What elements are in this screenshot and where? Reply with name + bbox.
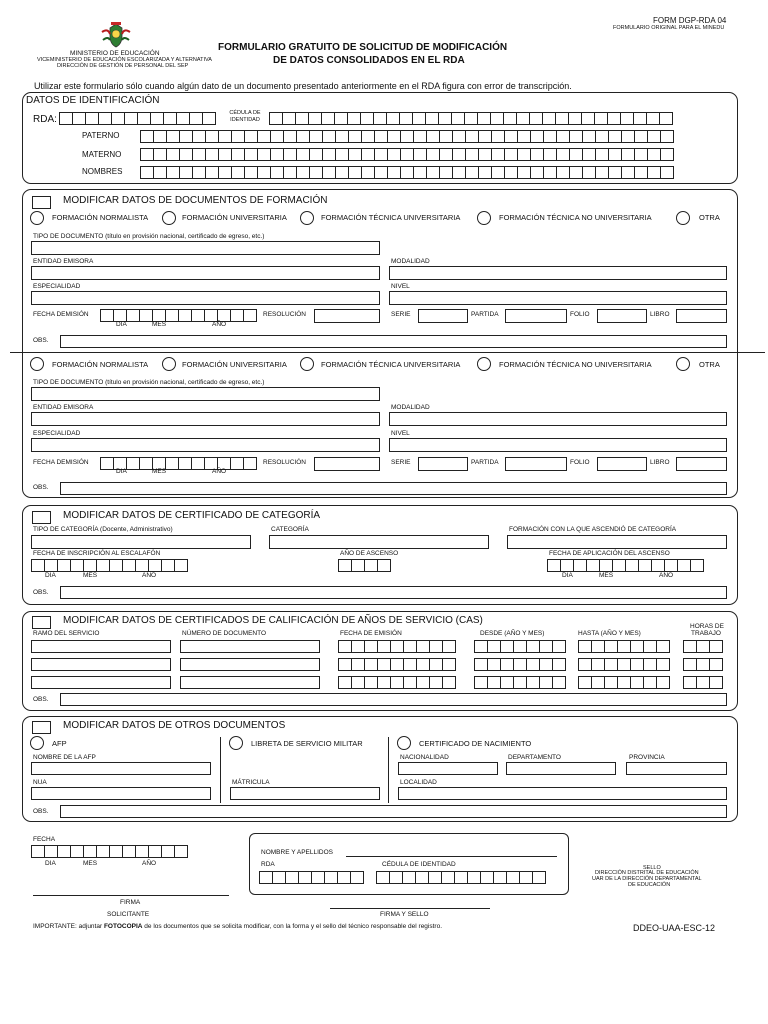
- radio-tecnica-univ-b[interactable]: [300, 357, 314, 371]
- folio-label-a: FOLIO: [570, 311, 590, 318]
- otros-title: MODIFICAR DATOS DE OTROS DOCUMENTOS: [63, 720, 286, 731]
- footer-cedula-input[interactable]: [376, 871, 546, 884]
- serie-input-b[interactable]: [418, 457, 468, 471]
- footer-cedula-label: CÉDULA DE IDENTIDAD: [382, 861, 456, 868]
- certificado-label: CERTIFICADO DE NACIMIENTO: [419, 739, 532, 748]
- fecha-label: FECHA: [33, 836, 56, 843]
- horas-input-1[interactable]: [683, 640, 723, 653]
- firma-line: [33, 895, 229, 896]
- radio-libreta-militar[interactable]: [229, 736, 243, 750]
- categoria-dia-1: DIA: [45, 572, 56, 579]
- opt-tecnica-univ-b: FORMACIÓN TÉCNICA UNIVERSITARIA: [321, 360, 461, 369]
- radio-normalista-a[interactable]: [30, 211, 44, 225]
- especialidad-input-b[interactable]: [31, 438, 380, 452]
- departamento-input[interactable]: [506, 762, 616, 775]
- radio-normalista-b[interactable]: [30, 357, 44, 371]
- nombre-apellidos-label: NOMBRE Y APELLIDOS: [261, 849, 334, 856]
- fecha-emision-cas-input-3[interactable]: [338, 676, 456, 689]
- categoria-mes-2: MES: [599, 572, 614, 579]
- direction-name: DIRECCIÓN DE GESTIÓN DE PERSONAL DEL SEP: [57, 63, 189, 69]
- otros-divider-1: [220, 737, 221, 803]
- entidad-input-b[interactable]: [31, 412, 380, 426]
- nombres-label: NOMBRES: [82, 167, 123, 176]
- cas-title: MODIFICAR DATOS DE CERTIFICADOS DE CALIFICACIÓN DE AÑOS DE SERVICIO (CAS): [63, 615, 483, 626]
- firma-label: FIRMA: [120, 899, 141, 906]
- categoria-dia-2: DIA: [562, 572, 573, 579]
- dia-label-a: DIA: [116, 321, 127, 328]
- categoria-title: MODIFICAR DATOS DE CERTIFICADO DE CATEGORÍA: [63, 510, 321, 521]
- form-code: FORM DGP-RDA 04: [653, 16, 727, 25]
- otros-checkbox[interactable]: [32, 721, 51, 734]
- footer-rda-input[interactable]: [259, 871, 364, 884]
- cedula-input[interactable]: [269, 112, 673, 125]
- firma-sello-label: FIRMA Y SELLO: [380, 911, 429, 918]
- modalidad-input-a[interactable]: [389, 266, 727, 280]
- formacion-ascenso-label: FORMACIÓN CON LA QUE ASCENDIÓ DE CATEGORÍA: [509, 526, 677, 533]
- formacion-checkbox[interactable]: [32, 196, 51, 209]
- matricula-label: MÁTRICULA: [232, 779, 270, 786]
- nivel-label-b: NIVEL: [391, 430, 410, 437]
- especialidad-label-b: ESPECIALIDAD: [33, 430, 81, 437]
- modalidad-input-b[interactable]: [389, 412, 727, 426]
- radio-tecnica-no-univ-a[interactable]: [477, 211, 491, 225]
- especialidad-label-a: ESPECIALIDAD: [33, 283, 81, 290]
- hasta-input-2[interactable]: [578, 658, 670, 671]
- resolucion-label-a: RESOLUCIÓN: [263, 311, 306, 318]
- opt-tecnica-no-univ-a: FORMACIÓN TÉCNICA NO UNIVERSITARIA: [499, 213, 652, 222]
- categoria-checkbox[interactable]: [32, 511, 51, 524]
- entidad-label-a: ENTIDAD EMISORA: [33, 258, 94, 265]
- resolucion-label-b: RESOLUCIÓN: [263, 459, 306, 466]
- serie-label-b: SERIE: [391, 459, 411, 466]
- radio-universitaria-b[interactable]: [162, 357, 176, 371]
- viceministry-name: VICEMINISTERIO DE EDUCACIÓN ESCOLARIZADA Y ALTERNATIVA: [37, 57, 212, 63]
- hasta-input-1[interactable]: [578, 640, 670, 653]
- obs-label-a: OBS.: [33, 337, 49, 344]
- serie-label-a: SERIE: [391, 311, 411, 318]
- obs-label-b: OBS.: [33, 484, 49, 491]
- categoria-ano-1: AÑO: [142, 572, 157, 579]
- document-code: DDEO-UAA-ESC-12: [633, 923, 716, 933]
- hasta-input-3[interactable]: [578, 676, 670, 689]
- radio-certificado-nacimiento[interactable]: [397, 736, 411, 750]
- libro-input-b[interactable]: [676, 457, 727, 471]
- radio-afp[interactable]: [30, 736, 44, 750]
- importante-pre: adjuntar: [78, 923, 103, 930]
- opt-otra-b: OTRA: [699, 360, 720, 369]
- sello-line3: DE EDUCACIÓN: [628, 882, 671, 888]
- obs-input-a[interactable]: [60, 335, 727, 348]
- ramo-input-2[interactable]: [31, 658, 171, 671]
- formacion-ascenso-input[interactable]: [507, 535, 727, 549]
- localidad-input[interactable]: [398, 787, 727, 800]
- libro-input-a[interactable]: [676, 309, 727, 323]
- modalidad-label-b: MODALIDAD: [391, 404, 430, 411]
- rda-input[interactable]: [59, 112, 216, 125]
- partida-label-a: PARTIDA: [471, 311, 499, 318]
- fecha-inscripcion-input[interactable]: [31, 559, 188, 572]
- importante-label: IMPORTANTE:: [33, 923, 77, 930]
- matricula-input[interactable]: [230, 787, 380, 800]
- obs-input-b[interactable]: [60, 482, 727, 495]
- importante-bold: FOTOCOPIA: [103, 923, 143, 930]
- fecha-emision-label-b: FECHA DEMISIÓN: [33, 459, 89, 466]
- nombre-apellidos-line[interactable]: [346, 856, 557, 857]
- ministry-name: MINISTERIO DE EDUCACIÓN: [70, 50, 160, 57]
- cas-obs-label: OBS.: [33, 696, 49, 703]
- dia-label-b: DIA: [116, 468, 127, 475]
- mes-label-b: MES: [152, 468, 167, 475]
- ano-ascenso-input[interactable]: [338, 559, 391, 572]
- instruction-text: Utilizar este formulario sólo cuando algún dato de un documento presentado anteriormente en el RDA figura con error de transcripción.: [34, 81, 572, 91]
- categoria-input[interactable]: [269, 535, 489, 549]
- fecha-emision-cas-input-1[interactable]: [338, 640, 456, 653]
- fecha-emision-cas-input-2[interactable]: [338, 658, 456, 671]
- provincia-input[interactable]: [626, 762, 727, 775]
- tipo-categoria-label: TIPO DE CATEGORÍA (Docente, Administrativo): [33, 526, 173, 533]
- entidad-input-a[interactable]: [31, 266, 380, 280]
- localidad-label: LOCALIDAD: [400, 779, 437, 786]
- tipo-documento-label-b: TIPO DE DOCUMENTO (título en provisión nacional, certificado de egreso, etc.): [33, 379, 265, 386]
- categoria-label: CATEGORÍA: [271, 526, 309, 533]
- paterno-input[interactable]: [140, 130, 674, 143]
- nacionalidad-label: NACIONALIDAD: [400, 754, 449, 761]
- folio-input-b[interactable]: [597, 457, 647, 471]
- nua-input[interactable]: [31, 787, 211, 800]
- footer-mes-label: MES: [83, 860, 98, 867]
- partida-label-b: PARTIDA: [471, 459, 499, 466]
- provincia-label: PROVINCIA: [629, 754, 665, 761]
- sello-line1: DIRECCIÓN DISTRITAL DE EDUCACIÓN: [595, 870, 699, 876]
- otros-obs-input[interactable]: [60, 805, 727, 818]
- tipo-documento-input-b[interactable]: [31, 387, 380, 401]
- opt-tecnica-no-univ-b: FORMACIÓN TÉCNICA NO UNIVERSITARIA: [499, 360, 652, 369]
- radio-otra-b[interactable]: [676, 357, 690, 371]
- ramo-label: RAMO DEL SERVICIO: [33, 630, 100, 637]
- cas-obs-input[interactable]: [60, 693, 727, 706]
- fecha-input[interactable]: [31, 845, 188, 858]
- nivel-input-a[interactable]: [389, 291, 727, 305]
- horas-input-2[interactable]: [683, 658, 723, 671]
- radio-tecnica-no-univ-b[interactable]: [477, 357, 491, 371]
- sello-label: SELLO: [643, 865, 661, 871]
- fecha-emision-label-a: FECHA DEMISIÓN: [33, 311, 89, 318]
- numero-documento-label: NÚMERO DE DOCUMENTO: [182, 630, 267, 637]
- materno-input[interactable]: [140, 148, 674, 161]
- footer-rda-label: RDA: [261, 861, 275, 868]
- form-title-line2: DE DATOS CONSOLIDADOS EN EL RDA: [273, 55, 465, 66]
- nombre-afp-label: NOMBRE DE LA AFP: [33, 754, 96, 761]
- firma-sello-line: [330, 908, 490, 909]
- categoria-mes-1: MES: [83, 572, 98, 579]
- categoria-ano-2: AÑO: [659, 572, 674, 579]
- solicitante-label: SOLICITANTE: [107, 911, 150, 918]
- radio-otra-a[interactable]: [676, 211, 690, 225]
- tipo-documento-input-a[interactable]: [31, 241, 380, 255]
- horas-label-1: HORAS DE: [690, 623, 724, 630]
- serie-input-a[interactable]: [418, 309, 468, 323]
- modalidad-label-a: MODALIDAD: [391, 258, 430, 265]
- horas-label-2: TRABAJO: [691, 630, 721, 637]
- horas-input-3[interactable]: [683, 676, 723, 689]
- partida-input-b[interactable]: [505, 457, 567, 471]
- coat-of-arms-logo: [100, 22, 132, 50]
- folio-label-b: FOLIO: [570, 459, 590, 466]
- numero-input-2[interactable]: [180, 658, 320, 671]
- opt-tecnica-univ-a: FORMACIÓN TÉCNICA UNIVERSITARIA: [321, 213, 461, 222]
- libreta-label: LIBRETA DE SERVICIO MILITAR: [251, 739, 363, 748]
- libro-label-b: LIBRO: [650, 459, 670, 466]
- desde-label: DESDE (AÑO Y MES): [480, 630, 545, 637]
- folio-input-a[interactable]: [597, 309, 647, 323]
- nua-label: NUA: [33, 779, 47, 786]
- numero-input-3[interactable]: [180, 676, 320, 689]
- nombres-input[interactable]: [140, 166, 674, 179]
- materno-label: MATERNO: [82, 150, 122, 159]
- ano-label-b: AÑO: [212, 468, 227, 475]
- opt-normalista-b: FORMACIÓN NORMALISTA: [52, 360, 149, 369]
- opt-normalista-a: FORMACIÓN NORMALISTA: [52, 213, 149, 222]
- departamento-label: DEPARTAMENTO: [508, 754, 561, 761]
- radio-tecnica-univ-a[interactable]: [300, 211, 314, 225]
- footer-dia-label: DIA: [45, 860, 56, 867]
- footer-ano-label: AÑO: [142, 860, 157, 867]
- opt-otra-a: OTRA: [699, 213, 720, 222]
- rda-label: RDA:: [33, 114, 57, 125]
- fecha-aplicacion-input[interactable]: [547, 559, 704, 572]
- desde-input-1[interactable]: [474, 640, 566, 653]
- nombre-afp-input[interactable]: [31, 762, 211, 775]
- formacion-divider: [10, 352, 765, 353]
- sello-line2: UAR DE LA DIRECCIÓN DEPARTAMENTAL: [592, 876, 702, 882]
- desde-input-3[interactable]: [474, 676, 566, 689]
- identification-title: DATOS DE IDENTIFICACIÓN: [26, 95, 160, 106]
- opt-universitaria-a: FORMACIÓN UNIVERSITARIA: [182, 213, 287, 222]
- formacion-title: MODIFICAR DATOS DE DOCUMENTOS DE FORMACIÓN: [63, 195, 328, 206]
- radio-universitaria-a[interactable]: [162, 211, 176, 225]
- numero-input-1[interactable]: [180, 640, 320, 653]
- mes-label-a: MES: [152, 321, 167, 328]
- fecha-aplicacion-label: FECHA DE APLICACIÓN DEL ASCENSO: [549, 550, 670, 557]
- ano-label-a: AÑO: [212, 321, 227, 328]
- nacionalidad-input[interactable]: [398, 762, 498, 775]
- otros-divider-2: [388, 737, 389, 803]
- opt-universitaria-b: FORMACIÓN UNIVERSITARIA: [182, 360, 287, 369]
- libro-label-a: LIBRO: [650, 311, 670, 318]
- especialidad-input-a[interactable]: [31, 291, 380, 305]
- nivel-input-b[interactable]: [389, 438, 727, 452]
- hasta-label: HASTA (AÑO Y MES): [578, 630, 641, 637]
- entidad-label-b: ENTIDAD EMISORA: [33, 404, 94, 411]
- ramo-input-3[interactable]: [31, 676, 171, 689]
- otros-obs-label: OBS.: [33, 808, 49, 815]
- partida-input-a[interactable]: [505, 309, 567, 323]
- ano-ascenso-label: AÑO DE ASCENSO: [340, 550, 399, 557]
- resolucion-input-b[interactable]: [314, 457, 380, 471]
- importante-note: [33, 924, 442, 931]
- desde-input-2[interactable]: [474, 658, 566, 671]
- afp-label: AFP: [52, 739, 67, 748]
- categoria-obs-label: OBS.: [33, 589, 49, 596]
- form-title-line1: FORMULARIO GRATUITO DE SOLICITUD DE MODIFICACIÓN: [218, 42, 508, 53]
- tipo-documento-label-a: TIPO DE DOCUMENTO (título en provisión nacional, certificado de egreso, etc.): [33, 233, 265, 240]
- cedula-label: CÉDULA DE IDENTIDAD: [229, 110, 261, 123]
- nivel-label-a: NIVEL: [391, 283, 410, 290]
- resolucion-input-a[interactable]: [314, 309, 380, 323]
- importante-post: de los documentos que se solicita modificar, con la forma y el sello del técnico responsable del registro.: [144, 923, 443, 930]
- categoria-obs-input[interactable]: [60, 586, 727, 599]
- form-note: FORMULARIO ORIGINAL PARA EL MINEDU: [613, 25, 725, 31]
- paterno-label: PATERNO: [82, 131, 120, 140]
- tipo-categoria-input[interactable]: [31, 535, 251, 549]
- fecha-emision-cas-label: FECHA DE EMISIÓN: [340, 630, 402, 637]
- fecha-inscripcion-label: FECHA DE INSCRIPCIÓN AL ESCALAFÓN: [33, 550, 161, 557]
- ramo-input-1[interactable]: [31, 640, 171, 653]
- cas-checkbox[interactable]: [32, 616, 51, 629]
